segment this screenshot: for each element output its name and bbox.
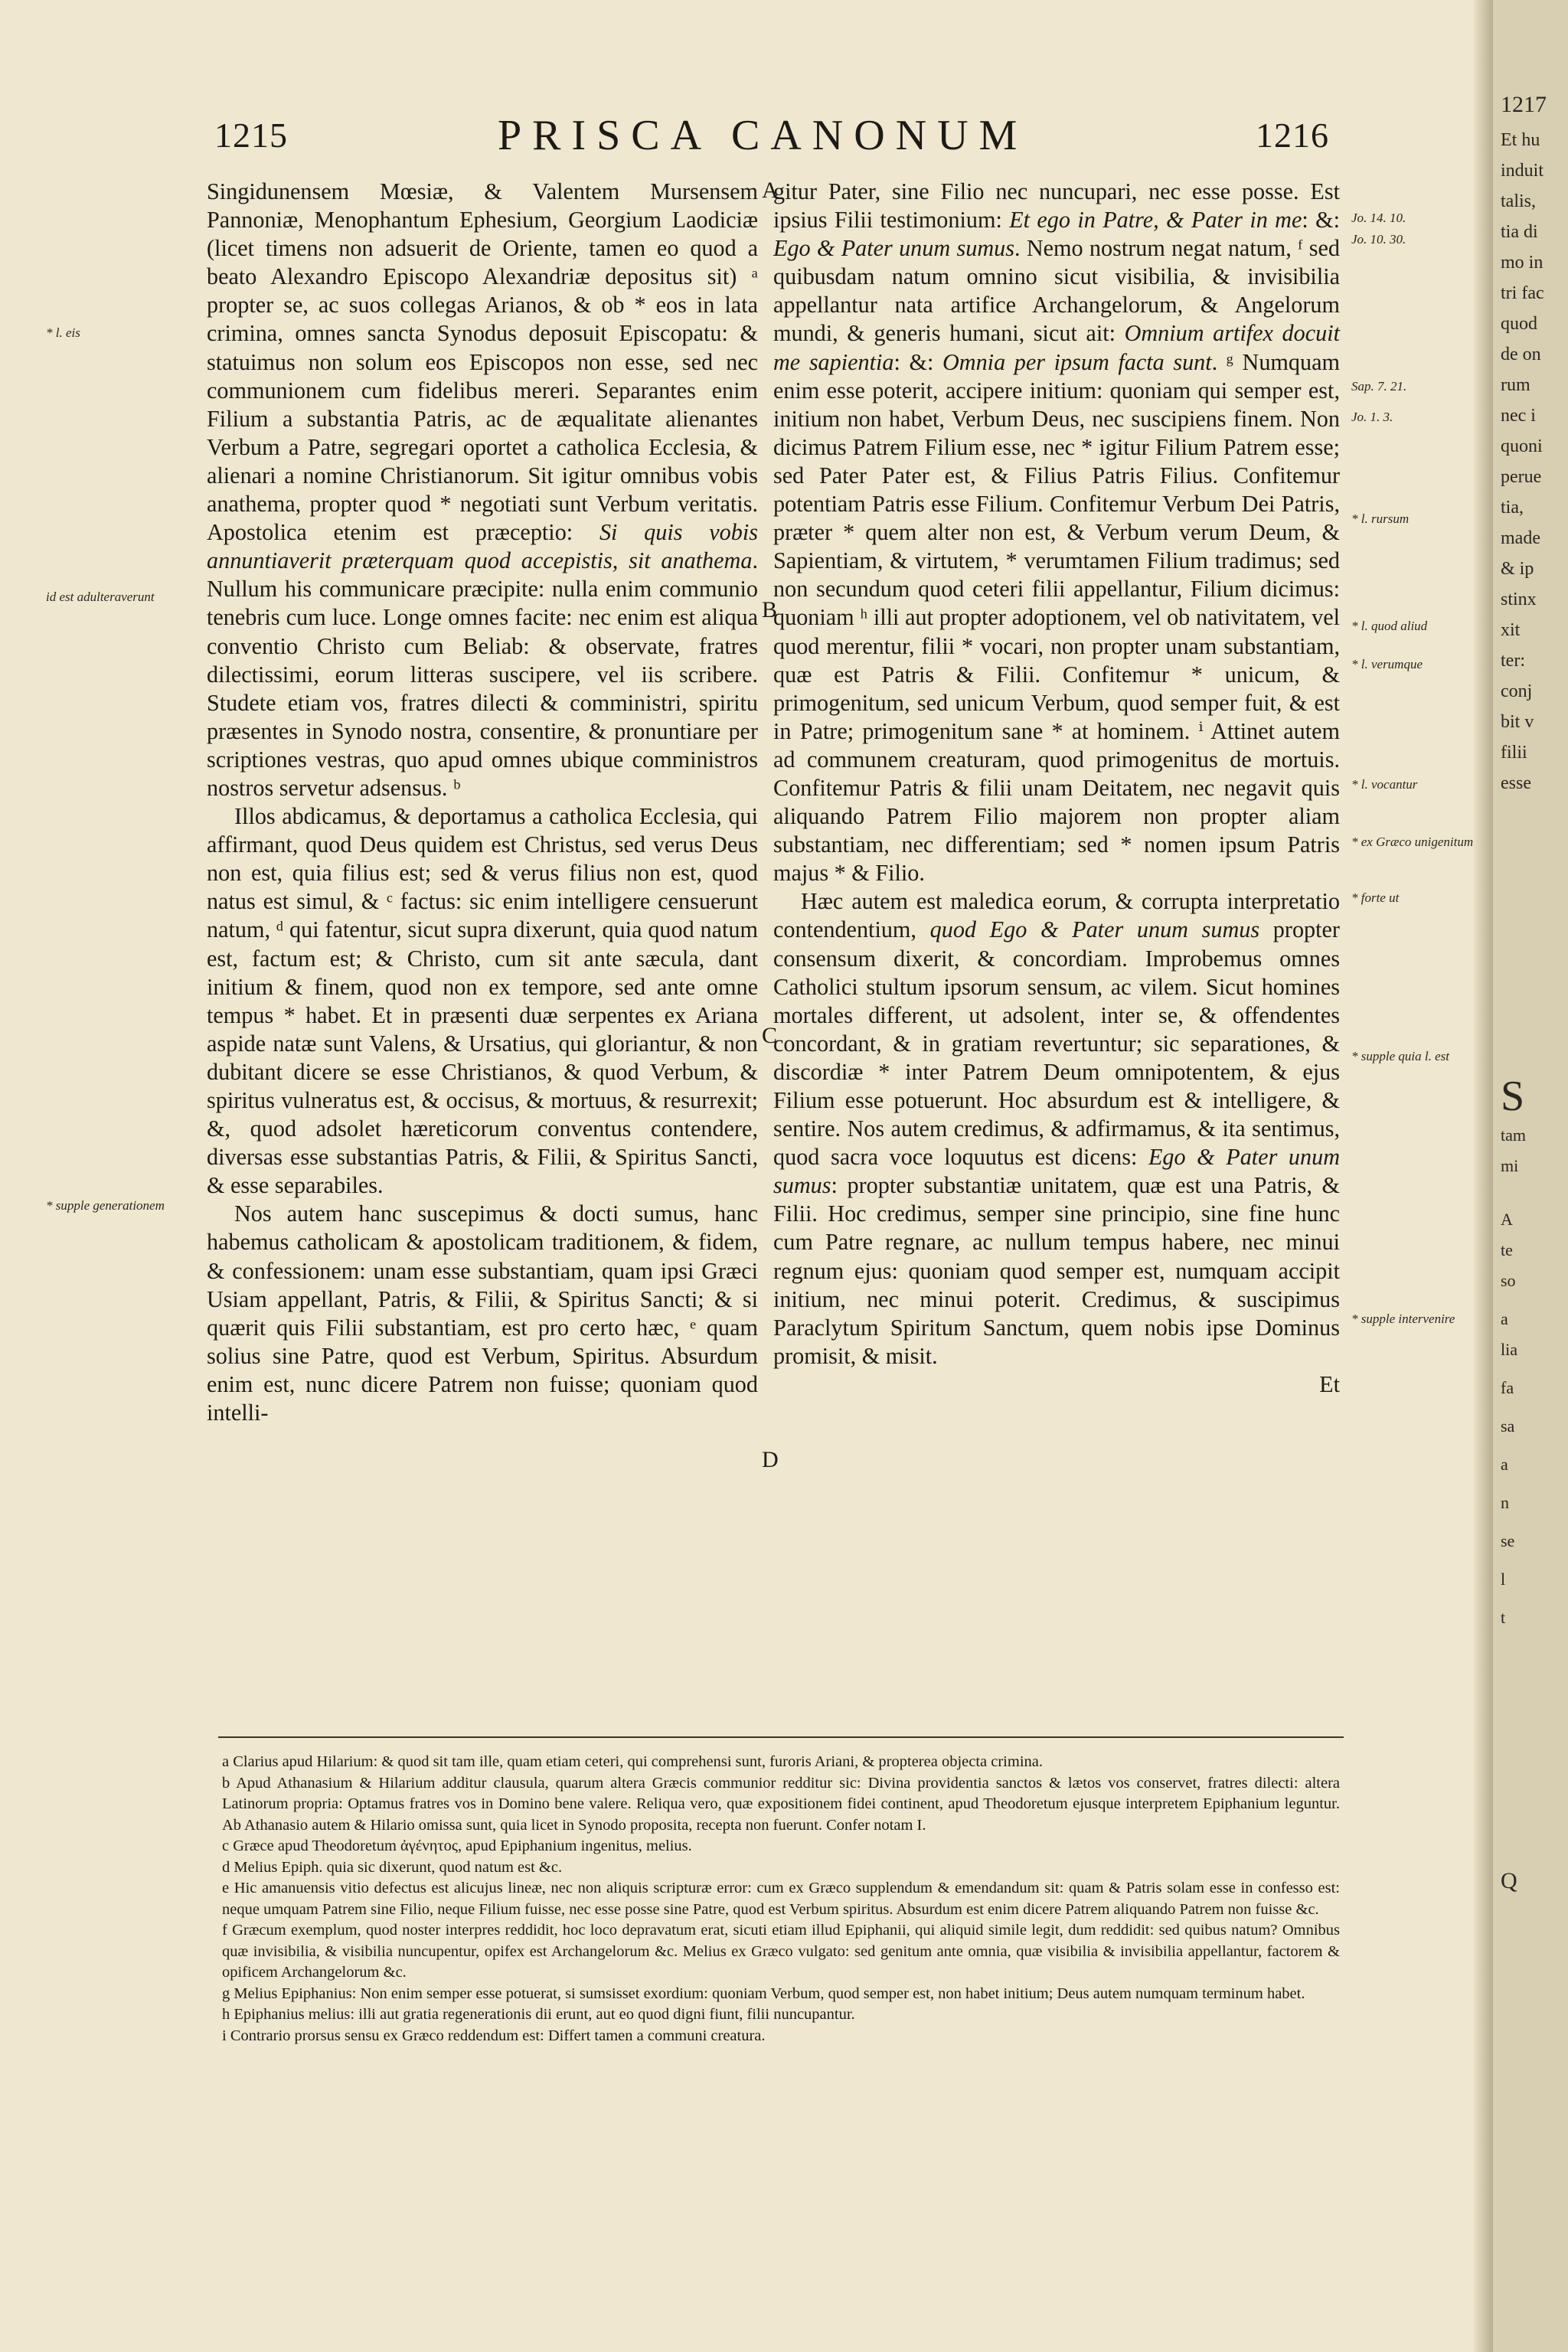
next-page-fragment: sa (1501, 1416, 1515, 1436)
margin-note-right: Jo. 1. 3. (1351, 410, 1393, 424)
margin-note-right: * l. vocantur (1351, 777, 1418, 792)
next-page-fragment: lia (1501, 1340, 1517, 1359)
footnote: h Epiphanius melius: illi aut gratia regenerationis dii erunt, aut eo quod digni fiunt, filii nuncupantur. (222, 2006, 855, 2023)
catchword: Et (1319, 1370, 1340, 1397)
next-page-fragment: l (1501, 1570, 1506, 1589)
next-page-fragment: fa (1501, 1378, 1514, 1397)
next-page-fragment: S (1501, 1073, 1525, 1120)
margin-note-right: * supple intervenire (1351, 1312, 1455, 1326)
next-page-fragment: filii (1501, 743, 1527, 763)
next-page-fragment: quod (1501, 314, 1537, 334)
page-number-right: 1216 (1256, 116, 1329, 155)
paragraph: Nos autem hanc suscepimus & docti sumus, hanc habemus catholicam & apostolicam traditionem, & fidem, & confessionem: unam esse substantiam, quam ipsi Græci Usiam appellant, Patris, & Filii, & Spiritus Sancti; & si quærit quis Filii substantiam, est pro certo hæc, ᵉ quam solius sine Patre, quod est Verbum, Spiritus. Absurdum enim est, nunc dicere Patrem non fuisse; quoniam quod intelli- (207, 1200, 758, 1426)
next-page-fragment: mi (1501, 1156, 1519, 1175)
margin-note-right: * forte ut (1351, 890, 1400, 905)
margin-note-right: * supple quia l. est (1351, 1049, 1449, 1063)
paragraph: gitur Pater, sine Filio nec nuncupari, nec esse posse. Est ipsius Filii testimonium: Et ego in Patre, & Pater in me: &: Ego & Pater unum sumus. Nemo nostrum negat natum, ᶠ sed quibusdam natum omnino sicut visibilia, & invisibilia appellantur nata artifice Archangelorum, & Angelorum mundi, & generis humani, sicut ait: Omnium artifex docuit me sapientia: &: Omnia per ipsum facta sunt. ᵍ Numquam enim esse poterit, accipere initium: quoniam qui semper est, initium non habet, Verbum Deus, nec suscipiens finem. Non dicimus Patrem Filium esse, nec * igitur Filium Patrem esse; sed Pater Pater est, & Filius Patris Filius. Confitemur potentiam Patris esse Filium. Confitemur Verbum Dei Patris, præter * quem alter non est, & Verbum verum Deum, & Sapientiam, & virtutem, * verumtamen Filium tradimus; sed non secundum quod ceteri filii appellantur, Filium dicimus: quoniam ʰ illi aut propter adoptionem, vel ob nativitatem, vel quod merentur, filii * vocari, non propter unam substantiam, quæ est Patris & Filii. Confitemur * unicum, & primogenitum, sed unicum Verbum, quod semper fuit, & est in Patre; primogenitum sane * at hominem. ⁱ Attinet autem ad communem creaturam, quod primogenitus de mortuis. Confitemur Patris & filii unam Deitatem, nec negavit quis aliquando Patrem Filio majorem non propter aliam substantiam, nec differentiam; sed * nomen ipsum Patris majus * & Filio. (773, 178, 1340, 887)
footnote: c Græce apud Theodoretum ἀγένητος, apud Epiphanium ingenitus, melius. (222, 1838, 692, 1854)
next-page-fragment: Et hu (1501, 130, 1540, 150)
section-letter-c: C (762, 1023, 778, 1048)
next-page-fragment: so (1501, 1271, 1516, 1290)
margin-note-left: id est adulteraverunt (46, 590, 155, 604)
next-page-fragment: tia, (1501, 498, 1524, 518)
margin-note-right: * ex Græco unigenitum (1351, 835, 1474, 849)
next-page-number: 1217 (1501, 92, 1547, 117)
next-page-fragment: Q (1501, 1868, 1517, 1893)
page-title: PRISCA CANONUM (498, 112, 1028, 159)
page-edge-shadow (1474, 0, 1493, 2352)
footnote: a Clarius apud Hilarium: & quod sit tam ille, quam etiam ceteri, qui comprehensi sunt, furoris Ariani, & propterea objecta crimina. (222, 1753, 1043, 1770)
margin-note-right: Jo. 14. 10. (1351, 211, 1406, 225)
margin-note-left: * l. eis (46, 325, 80, 340)
next-page-fragment: se (1501, 1531, 1515, 1550)
margin-note-right: Jo. 10. 30. (1351, 232, 1406, 247)
next-page-fragment: quoni (1501, 436, 1543, 456)
next-page-fragment: rum (1501, 375, 1530, 395)
next-page-fragment: tia di (1501, 222, 1538, 242)
next-page-fragment: a (1501, 1455, 1508, 1474)
next-page-fragment: talis, (1501, 191, 1536, 211)
section-letter-d: D (762, 1447, 779, 1472)
footnote: b Apud Athanasium & Hilarium additur clausula, quarum altera Græcis communior redditur sic: Divina providentia sanctos & lætos vos conservet, fratres dilecti: altera Latinorum propria: Optamus fratres vos in Domino bene valere. Reliqua vero, quæ expositionem fidei continent, apud Theodoretum ejusque interpretem Epiphanium leguntur. Ab Athanasio autem & Hilario omissa sunt, quia licet in Synodo proposita, recepta non fuerunt. Confer notam I. (222, 1774, 1340, 1834)
footnote: g Melius Epiphanius: Non enim semper esse potuerat, si sumsisset exordium: quoniam Verbum, quod semper est, non habet initium; Deus autem numquam terminum habet. (222, 1984, 1305, 2002)
margin-note-right: * l. rursum (1351, 511, 1410, 526)
next-page-fragment: a (1501, 1309, 1508, 1328)
next-page-fragment: n (1501, 1493, 1509, 1512)
next-page-fragment: ter: (1501, 651, 1525, 671)
next-page-fragment: xit (1501, 620, 1521, 640)
next-page-fragment: conj (1501, 681, 1533, 701)
next-page-fragment: de on (1501, 345, 1541, 364)
next-page-fragment: mo in (1501, 253, 1544, 273)
next-page-fragment: made (1501, 528, 1540, 548)
page-number-left: 1215 (214, 116, 288, 155)
margin-note-right: * l. quod aliud (1351, 619, 1428, 633)
margin-note-right: Sap. 7. 21. (1351, 379, 1407, 394)
next-page-fragment: te (1501, 1240, 1513, 1259)
next-page-fragment: bit v (1501, 712, 1534, 732)
footnote-rule (218, 1736, 1344, 1738)
paragraph: Hæc autem est maledica eorum, & corrupta interpretatio contendentium, quod Ego & Pater unum sumus propter consensum dixerit, & concordiam. Improbemus omnes Catholici stultum ipsorum sensum, ac vilem. Sicut homines mortales different, ut adsolent, inter se, & offendentes concordant, & in gratiam revertuntur; sic separationes, & discordiæ * inter Patrem Deum omnipotentem, & ejus Filium esse potuerunt. Hoc absurdum est & intelligere, & sentire. Nos autem credimus, & adfirmamus, & ita sentimus, quod sacra voce loquutus est dicens: Ego & Pater unum sumus: propter substantiæ unitatem, quæ est una Patris, & Filii. Hoc credimus, semper sine principio, sine fine hunc cum Patre regnare, ac nullum tempus habere, nec minui regnum ejus: quoniam quod semper est, numquam accipit initium, nec minui poterit. Credimus, & suscipimus Paraclytum Spiritum Sanctum, quem nobis ipse Dominus promisit, & misit. (773, 888, 1340, 1369)
section-letter-a: A (762, 178, 779, 203)
next-page-fragment: & ip (1501, 559, 1534, 579)
next-page-fragment: A (1501, 1210, 1513, 1229)
next-page-fragment: t (1501, 1608, 1506, 1627)
footnote: e Hic amanuensis vitio defectus est alicujus lineæ, nec non aliquis scripturæ error: cum ex Græco supplendum & emendandum sit: quam & Patris solam esse in confesso est: neque umquam Patrem sine Filio, neque Filium fuisse, nec esse posse sine Patre, quod est Verbum spiritus. Absurdum est enim dicere Patrem aliquando Patrem non fuisse &c. (222, 1880, 1340, 1918)
footnote: i Contrario prorsus sensu ex Græco reddendum est: Differt tamen a communi creatura. (222, 2027, 766, 2044)
text-column-right (773, 178, 1340, 1399)
next-page-strip (1493, 0, 1568, 2352)
next-page-fragment: nec i (1501, 406, 1536, 426)
next-page-fragment: stinx (1501, 590, 1537, 609)
paragraph: Singidunensem Mœsiæ, & Valentem Mursensem Pannoniæ, Menophantum Ephesium, Georgium Laodiciæ (licet timens non adsuerit de Oriente, tamen eo quod a beato Alexandro Episcopo Alexandriæ depositus sit) ᵃ propter se, ac suos collegas Arianos, & ob * eos in lata crimina, omnes sancta Synodus deposuit Episcopatu: & statuimus non solum eos Episcopos non esse, sed nec communionem cum fidelibus mereri. Separantes enim Filium a substantia Patris, ac de æqualitate alienantes Verbum a Patre, segregari oportet a catholica Ecclesia, & alienari a nomine Christianorum. Sit igitur omnibus vobis anathema, propter quod * negotiati sunt Verbum veritatis. Apostolica etenim est præceptio: Si quis vobis annuntiaverit præterquam quod accepistis, sit anathema. Nullum his communicare præcipite: nulla enim communio tenebris cum luce. Longe omnes facite: nec enim est aliqua conventio Christo cum Beliab: & observate, fratres dilectissimi, eorum litteras suscipere, vel iis scribere. Studete etiam vos, fratres dilecti & comministri, spiritu præsentes in Synodo nostra, consentire, & pronuntiare per scriptiones vestras, quo apud omnes ubique comministros nostros servetur adsensus. ᵇ (207, 178, 758, 801)
footnote: f Græcum exemplum, quod noster interpres reddidit, hoc loco depravatum erat, sicuti etiam illud Epiphanii, qui aliquid simile legit, dum reddidit: sed quibus natum? Omnibus quæ invisibilia, & visibilia nuncupentur, opifex est Archangelorum &c. Melius ex Græco vulgato: sed genitum ante omnia, quæ visibilia & invisibilia appellantur, factorem & opificem Archangelorum &c. (222, 1922, 1340, 1981)
section-letter-b: B (762, 597, 778, 622)
margin-note-left: * supple generationem (46, 1198, 165, 1213)
footnotes (222, 1752, 1340, 2047)
text-column-left (207, 178, 758, 1427)
next-page-fragment: tri fac (1501, 283, 1544, 303)
next-page-fragment: perue (1501, 467, 1542, 487)
margin-note-right: * l. verumque (1351, 657, 1423, 671)
footnote: d Melius Epiph. quia sic dixerunt, quod natum est &c. (222, 1858, 563, 1876)
next-page-fragment: tam (1501, 1125, 1526, 1145)
paragraph: Illos abdicamus, & deportamus a catholica Ecclesia, qui affirmant, quod Deus quidem est Christus, sed verus Deus non est, quia filius est; sed & verus filius non est, quod natus est simul, & ᶜ factus: sic enim intelligere censuerunt natum, ᵈ qui fatentur, sicut supra dixerunt, quia quod natum est, factum est; & Christo, cum sit ante sæcula, dant initium & finem, quod non ex tempore, sed ante omne tempus * habet. Et in præsenti duæ serpentes ex Ariana aspide natæ sunt Valens, & Ursatius, qui gloriantur, & non dubitant dicere se esse Christianos, & quod Verbum, & spiritus vulneratus est, & occisus, & mortuus, & resurrexit; &, quod adsolet hæreticorum conventus contendere, diversas esse substantias Patris, & Filii, & Spiritus Sancti, & esse separabiles. (207, 803, 758, 1199)
next-page-fragment: induit (1501, 161, 1544, 181)
next-page-fragment: esse (1501, 773, 1531, 793)
